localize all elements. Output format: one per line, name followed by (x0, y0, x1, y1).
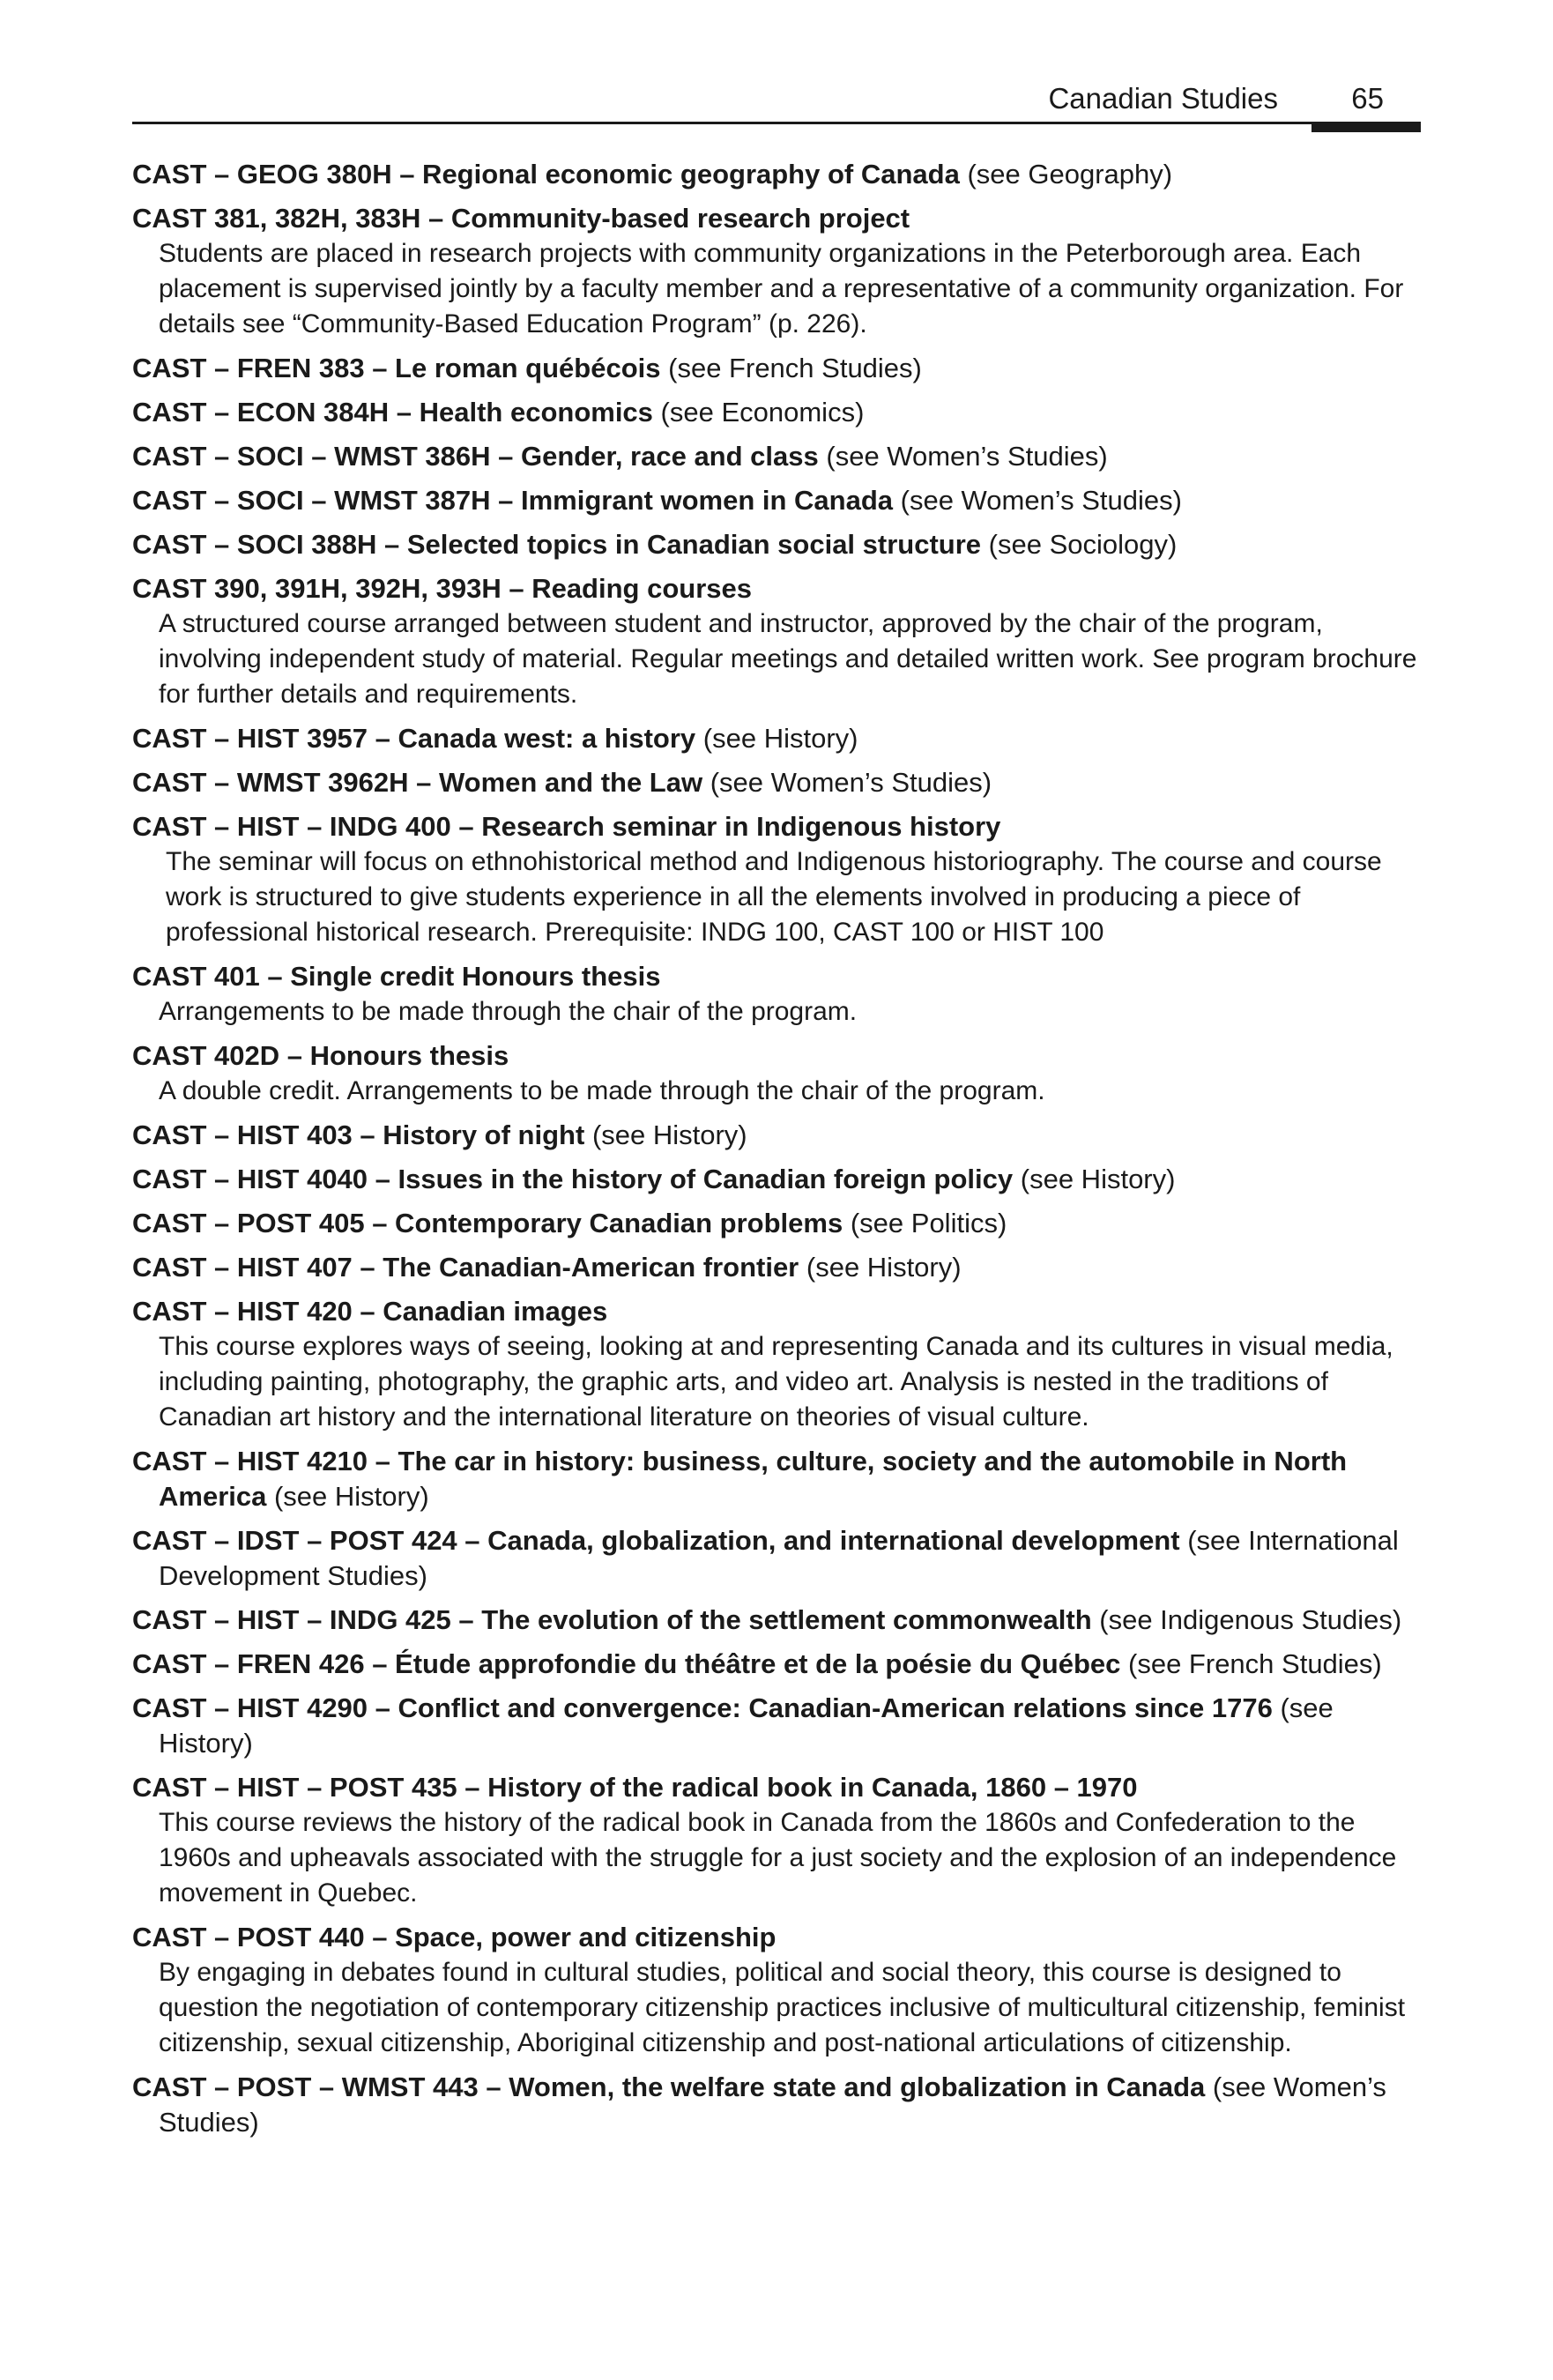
course-title-line (132, 1038, 1428, 1074)
course-title-line (132, 721, 1428, 756)
course-entry (132, 2070, 1428, 2140)
course-entry (132, 1603, 1428, 1638)
course-cross-reference: (see Geography) (967, 159, 1173, 190)
course-title-line (132, 351, 1428, 386)
course-title: CAST – SOCI 388H – Selected topics in Canadian social structure (132, 529, 982, 560)
course-description: By engaging in debates found in cultural studies, political and social theory, this course is designed to question the negotiation of contemporary citizenship practices inclusive of multicultural citizenship, feminist citizenship, sexual citizenship, Aboriginal citizenship and post-national articulations of citizenship. (159, 1958, 1406, 2057)
course-title: CAST 401 – Single credit Honours thesis (132, 961, 661, 992)
course-title: CAST – SOCI – WMST 386H – Gender, race and class (132, 441, 819, 472)
course-title: CAST – POST 440 – Space, power and citizenship (132, 1922, 776, 1952)
course-entry (132, 157, 1428, 192)
course-cross-reference: (see History) (702, 723, 858, 754)
course-title-line (132, 571, 1428, 606)
course-title-line (132, 1444, 1428, 1514)
course-title-line (132, 809, 1428, 844)
course-cross-reference: (see History) (806, 1252, 962, 1283)
course-entry (132, 1294, 1428, 1435)
running-head-section: Canadian Studies (1048, 82, 1278, 115)
header-tab-bar (1312, 122, 1421, 132)
course-entry (132, 809, 1428, 950)
course-title: CAST – HIST – INDG 400 – Research seminar in Indigenous history (132, 811, 1001, 842)
course-title-line (132, 1691, 1428, 1761)
course-cross-reference: (see Women’s Studies) (900, 485, 1182, 516)
course-description: This course explores ways of seeing, looking at and representing Canada and its cultures in visual media, including painting, photography, the graphic arts, and video art. Analysis is nested in the traditions of Canadian art history and the international literature on theories of visual culture. (159, 1332, 1393, 1432)
course-cross-reference: (see Economics) (660, 397, 865, 428)
course-title: CAST – HIST 407 – The Canadian-American frontier (132, 1252, 799, 1283)
course-title-line (132, 1294, 1428, 1329)
course-title: CAST – POST – WMST 443 – Women, the welfare state and globalization in Canada (132, 2071, 1206, 2102)
course-entry (132, 1250, 1428, 1285)
course-title-line (132, 1250, 1428, 1285)
course-cross-reference: (see Women’s Studies) (159, 2071, 1386, 2138)
course-entry (132, 1647, 1428, 1682)
course-list (132, 157, 1428, 2149)
course-title-line (132, 201, 1428, 236)
course-entry (132, 571, 1428, 712)
course-title-line (132, 1603, 1428, 1638)
course-description: Arrangements to be made through the chair of the program. (159, 997, 858, 1026)
course-entry (132, 1444, 1428, 1514)
course-title: CAST – HIST – POST 435 – History of the radical book in Canada, 1860 – 1970 (132, 1772, 1138, 1803)
course-title-line (132, 1162, 1428, 1197)
course-entry (132, 959, 1428, 1030)
course-title: CAST 381, 382H, 383H – Community-based research project (132, 203, 910, 234)
course-entry (132, 1162, 1428, 1197)
course-title: CAST – HIST 403 – History of night (132, 1119, 585, 1150)
course-title: CAST 402D – Honours thesis (132, 1040, 509, 1071)
course-title: CAST – HIST 4040 – Issues in the history of Canadian foreign policy (132, 1164, 1014, 1194)
course-cross-reference: (see History) (591, 1119, 747, 1150)
page-number: 65 (1351, 82, 1384, 115)
course-title-line (132, 2070, 1428, 2140)
course-title-line (132, 1206, 1428, 1241)
course-entry (132, 395, 1428, 430)
course-title: CAST – WMST 3962H – Women and the Law (132, 767, 703, 798)
course-cross-reference: (see Indigenous Studies) (1099, 1604, 1402, 1635)
course-title-line (132, 527, 1428, 562)
course-title: CAST – POST 405 – Contemporary Canadian problems (132, 1208, 843, 1238)
course-title: CAST – SOCI – WMST 387H – Immigrant women in Canada (132, 485, 894, 516)
course-cross-reference: (see Sociology) (988, 529, 1178, 560)
course-title: CAST 390, 391H, 392H, 393H – Reading courses (132, 573, 752, 604)
course-title-line (132, 1920, 1428, 1955)
course-cross-reference: (see French Studies) (668, 353, 922, 383)
course-title: CAST – GEOG 380H – Regional economic geography of Canada (132, 159, 960, 190)
course-title-line (132, 395, 1428, 430)
course-description: A structured course arranged between student and instructor, approved by the chair of the program, involving independent study of material. Regular meetings and detailed written work. See program brochure for further details and requirements. (159, 609, 1417, 709)
page-header (132, 81, 1421, 123)
course-cross-reference: (see History) (159, 1692, 1334, 1759)
course-title: CAST – HIST 420 – Canadian images (132, 1296, 608, 1327)
course-entry (132, 765, 1428, 800)
course-cross-reference: (see History) (1020, 1164, 1176, 1194)
course-title: CAST – ECON 384H – Health economics (132, 397, 653, 428)
course-entry (132, 721, 1428, 756)
course-entry (132, 1118, 1428, 1153)
course-title: CAST – FREN 426 – Étude approfondie du théâtre et de la poésie du Québec (132, 1648, 1121, 1679)
course-title: CAST – FREN 383 – Le roman québécois (132, 353, 661, 383)
course-entry (132, 1691, 1428, 1761)
course-title: CAST – HIST 4210 – The car in history: business, culture, society and the automobile in North America (132, 1446, 1348, 1512)
course-title: CAST – HIST 4290 – Conflict and convergence: Canadian-American relations since 1776 (132, 1692, 1273, 1723)
course-entry (132, 1523, 1428, 1594)
course-cross-reference: (see Women’s Studies) (826, 441, 1108, 472)
course-description: This course reviews the history of the radical book in Canada from the 1860s and Confederation to the 1960s and upheavals associated with the struggle for a just society and the explosion of an independence movement in Quebec. (159, 1808, 1397, 1908)
header-rule (132, 122, 1421, 124)
course-cross-reference: (see Women’s Studies) (710, 767, 992, 798)
course-description: A double credit. Arrangements to be made through the chair of the program. (159, 1076, 1045, 1105)
course-entry (132, 527, 1428, 562)
course-title: CAST – HIST 3957 – Canada west: a history (132, 723, 696, 754)
course-cross-reference: (see Politics) (850, 1208, 1007, 1238)
course-entry (132, 1206, 1428, 1241)
course-entry (132, 1038, 1428, 1109)
course-entry (132, 1920, 1428, 2061)
course-title: CAST – HIST – INDG 425 – The evolution of the settlement commonwealth (132, 1604, 1092, 1635)
course-description: The seminar will focus on ethnohistorical method and Indigenous historiography. The course and course work is structured to give students experience in all the elements involved in producing a piece of professional historical research. Prerequisite: INDG 100, CAST 100 or HIST 100 (166, 847, 1382, 947)
course-title-line (132, 1770, 1428, 1805)
course-title: CAST – IDST – POST 424 – Canada, globalization, and international development (132, 1525, 1180, 1556)
course-title-line (132, 439, 1428, 474)
course-title-line (132, 157, 1428, 192)
course-entry (132, 483, 1428, 518)
course-title-line (132, 1523, 1428, 1594)
course-cross-reference: (see French Studies) (1128, 1648, 1382, 1679)
course-entry (132, 1770, 1428, 1911)
course-cross-reference: (see History) (273, 1481, 429, 1512)
course-title-line (132, 483, 1428, 518)
course-title-line (132, 959, 1428, 994)
course-entry (132, 351, 1428, 386)
course-title-line (132, 1647, 1428, 1682)
course-description: Students are placed in research projects with community organizations in the Peterborough area. Each placement is supervised jointly by a faculty member and a representative of a community organization. For details see “Community-Based Education Program” (p. 226). (159, 239, 1404, 338)
course-entry (132, 201, 1428, 342)
course-cross-reference: (see International Development Studies) (159, 1525, 1399, 1591)
course-title-line (132, 1118, 1428, 1153)
course-entry (132, 439, 1428, 474)
course-title-line (132, 765, 1428, 800)
